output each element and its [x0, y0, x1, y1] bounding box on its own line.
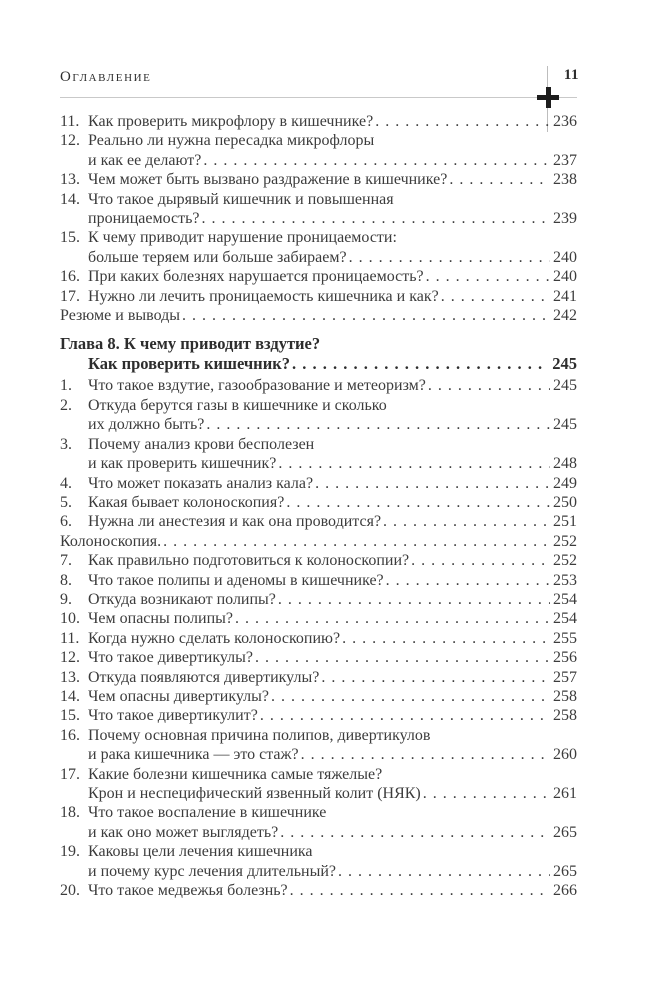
- entry-number: 15.: [60, 229, 80, 247]
- entry-text: При каких болезнях нарушается проницаемость?: [88, 268, 424, 286]
- entry-number: 12.: [60, 132, 80, 150]
- dot-leader: [439, 287, 550, 306]
- entry-number: 10.: [60, 610, 80, 628]
- toc-line: [60, 706, 577, 725]
- entry-page: 254: [553, 590, 577, 608]
- entry-number: 14.: [60, 687, 80, 705]
- entry-text: Почему анализ крови бесполезен: [88, 435, 315, 453]
- dot-leader: [284, 493, 550, 512]
- toc-line: [60, 726, 577, 745]
- dot-leader: [336, 862, 550, 881]
- entry-number: 3.: [60, 435, 72, 453]
- toc-line: [60, 170, 577, 189]
- toc-line: [60, 306, 577, 325]
- entry-text: Чем может быть вызвано раздражение в кишечнике?: [88, 171, 448, 189]
- dot-leader: [201, 151, 550, 170]
- entry-page: 237: [553, 151, 577, 169]
- entry-number: 13.: [60, 668, 80, 686]
- toc-section: [60, 376, 577, 900]
- entry-number: 11.: [60, 629, 80, 647]
- entry-text: К чему приводит нарушение проницаемости:: [88, 229, 397, 247]
- entry-number: 17.: [60, 765, 80, 783]
- dot-leader: [161, 532, 550, 551]
- registration-cross-icon: [546, 87, 551, 108]
- dot-leader: [290, 354, 549, 374]
- entry-page: 245: [552, 354, 577, 374]
- dot-leader: [313, 474, 550, 493]
- toc-line: [60, 745, 577, 764]
- toc-line: [60, 862, 577, 881]
- toc-line: [60, 248, 577, 267]
- toc-line: [60, 493, 577, 512]
- entry-number: 7.: [60, 552, 72, 570]
- entry-text: Какие болезни кишечника самые тяжелые?: [88, 765, 383, 783]
- entry-page: 239: [553, 210, 577, 228]
- toc-line: [60, 590, 577, 609]
- dot-leader: [421, 784, 550, 803]
- entry-text: Чем опасны дивертикулы?: [88, 687, 269, 705]
- entry-page: 241: [553, 287, 577, 305]
- dot-leader: [180, 306, 550, 325]
- dot-leader: [258, 706, 550, 725]
- dot-leader: [233, 609, 550, 628]
- toc-line: [60, 209, 577, 228]
- toc-line: [60, 228, 577, 247]
- entry-number: 6.: [60, 513, 72, 531]
- entry-text: Откуда возникают полипы?: [88, 590, 276, 608]
- toc-line: [60, 396, 577, 415]
- entry-text: Что такое медвежья болезнь?: [88, 882, 288, 900]
- entry-page: 253: [553, 571, 577, 589]
- dot-leader: [319, 668, 550, 687]
- page-number: 11: [563, 67, 579, 83]
- dot-leader: [276, 590, 550, 609]
- entry-number: 5.: [60, 493, 72, 511]
- entry-number: 15.: [60, 707, 80, 725]
- entry-page: 240: [553, 248, 577, 266]
- entry-page: 265: [553, 823, 577, 841]
- toc-line: [60, 609, 577, 628]
- entry-text: Откуда появляются дивертикулы?: [88, 668, 320, 686]
- entry-text: Как проверить кишечник?: [88, 354, 290, 374]
- entry-page: 255: [553, 629, 577, 647]
- toc-line: [60, 881, 577, 900]
- dot-leader: [426, 376, 550, 395]
- entry-number: 2.: [60, 396, 72, 414]
- toc-line: [60, 668, 577, 687]
- entry-page: 256: [553, 649, 577, 667]
- entry-page: 242: [553, 307, 577, 325]
- toc-line: [60, 454, 577, 473]
- entry-text: Как проверить микрофлору в кишечнике?: [88, 113, 374, 130]
- toc-line: [60, 551, 577, 570]
- entry-page: 251: [553, 513, 577, 531]
- entry-text: Что может показать анализ кала?: [88, 474, 314, 492]
- entry-text: Резюме и выводы: [60, 307, 181, 325]
- dot-leader: [409, 551, 550, 570]
- entry-page: 250: [553, 493, 577, 511]
- entry-text: Что такое дырявый кишечник и повышенная: [88, 190, 394, 208]
- entry-text: и как оно может выглядеть?: [88, 823, 279, 841]
- dot-leader: [253, 648, 550, 667]
- entry-text: Каковы цели лечения кишечника: [88, 843, 313, 861]
- toc-line: [60, 287, 577, 306]
- entry-text: Колоноскопия.: [60, 532, 162, 550]
- toc-line: [60, 629, 577, 648]
- toc-line: [60, 435, 577, 454]
- entry-page: 258: [553, 707, 577, 725]
- entry-text: Почему основная причина полипов, дивертикулов: [88, 726, 431, 744]
- toc-line: [60, 571, 577, 590]
- dot-leader: [347, 248, 550, 267]
- entry-page: 252: [553, 532, 577, 550]
- toc-line: [60, 415, 577, 434]
- entry-page: 260: [553, 746, 577, 764]
- dot-leader: [276, 454, 550, 473]
- entry-page: 252: [553, 552, 577, 570]
- toc-line: [60, 151, 577, 170]
- entry-page: 248: [553, 455, 577, 473]
- entry-text: их должно быть?: [88, 416, 205, 434]
- dot-leader: [204, 415, 550, 434]
- toc-line: [60, 131, 577, 150]
- entry-page: 240: [553, 268, 577, 286]
- dot-leader: [269, 687, 550, 706]
- entry-page: 238: [553, 171, 577, 189]
- dot-leader: [199, 209, 550, 228]
- toc-line: [60, 112, 577, 131]
- entry-text: и как проверить кишечник?: [88, 455, 277, 473]
- entry-number: 12.: [60, 649, 80, 667]
- entry-page: 254: [553, 610, 577, 628]
- entry-text: Как правильно подготовиться к колоноскопии?: [88, 552, 410, 570]
- entry-text: Реально ли нужна пересадка микрофлоры: [88, 132, 375, 150]
- toc-line: [60, 765, 577, 784]
- dot-leader: [384, 571, 550, 590]
- entry-text: Что такое полипы и аденомы в кишечнике?: [88, 571, 384, 589]
- dot-leader: [340, 629, 550, 648]
- running-title: Оглавление: [60, 69, 152, 85]
- toc-line: [60, 376, 577, 395]
- toc-line: [60, 474, 577, 493]
- toc-line: [60, 784, 577, 803]
- dot-leader: [299, 745, 550, 764]
- entry-text: Какая бывает колоноскопия?: [88, 493, 285, 511]
- entry-text: Нужна ли анестезия и как она проводится?: [88, 513, 382, 531]
- entry-text: Глава 8. К чему приводит вздутие?: [60, 334, 321, 354]
- entry-number: 8.: [60, 571, 72, 589]
- entry-text: проницаемость?: [88, 210, 200, 228]
- entry-text: и рака кишечника — это стаж?: [88, 746, 299, 764]
- entry-text: и как ее делают?: [88, 151, 202, 169]
- entry-page: 266: [553, 882, 577, 900]
- entry-number: 13.: [60, 171, 80, 189]
- entry-number: 11.: [60, 113, 80, 130]
- entry-number: 16.: [60, 726, 80, 744]
- entry-number: 14.: [60, 190, 80, 208]
- entry-page: 249: [553, 474, 577, 492]
- dot-leader: [288, 881, 550, 900]
- entry-text: Чем опасны полипы?: [88, 610, 234, 628]
- toc-line: [60, 532, 577, 551]
- header-rule: [60, 97, 577, 98]
- toc-line: [60, 842, 577, 861]
- entry-number: 1.: [60, 377, 72, 395]
- entry-text: Что такое дивертикулы?: [88, 649, 254, 667]
- entry-number: 18.: [60, 804, 80, 822]
- entry-number: 20.: [60, 882, 80, 900]
- chapter-heading: [60, 334, 577, 374]
- toc-line: [60, 803, 577, 822]
- toc-line: [60, 267, 577, 286]
- entry-number: 19.: [60, 843, 80, 861]
- toc-section: [60, 112, 577, 325]
- entry-page: 265: [553, 862, 577, 880]
- entry-page: 245: [553, 377, 577, 395]
- entry-number: 16.: [60, 268, 80, 286]
- entry-number: 17.: [60, 287, 80, 305]
- toc-line: [60, 512, 577, 531]
- dot-leader: [424, 267, 550, 286]
- entry-text: Что такое вздутие, газообразование и метеоризм?: [88, 377, 426, 395]
- toc-line: [60, 190, 577, 209]
- toc-body: [60, 112, 577, 900]
- entry-page: 261: [553, 785, 577, 802]
- entry-page: 258: [553, 687, 577, 705]
- toc-line: [60, 354, 577, 374]
- toc-line: [60, 648, 577, 667]
- toc-line: [60, 823, 577, 842]
- toc-line: [60, 334, 577, 354]
- entry-text: Откуда берутся газы в кишечнике и сколько: [88, 396, 387, 414]
- entry-text: и почему курс лечения длительный?: [88, 862, 336, 880]
- entry-text: Что такое дивертикулит?: [88, 707, 258, 725]
- dot-leader: [373, 112, 550, 131]
- entry-page: 236: [553, 113, 577, 130]
- entry-page: 245: [553, 416, 577, 434]
- entry-text: Нужно ли лечить проницаемость кишечника и как?: [88, 287, 439, 305]
- entry-number: 9.: [60, 590, 72, 608]
- dot-leader: [278, 823, 550, 842]
- entry-number: 4.: [60, 474, 72, 492]
- toc-line: [60, 687, 577, 706]
- entry-text: Что такое воспаление в кишечнике: [88, 804, 327, 822]
- dot-leader: [381, 512, 550, 531]
- entry-text: больше теряем или больше забираем?: [88, 248, 347, 266]
- entry-text: Крон и неспецифический язвенный колит (НЯК): [88, 785, 421, 802]
- entry-page: 257: [553, 668, 577, 686]
- entry-text: Когда нужно сделать колоноскопию?: [88, 629, 341, 647]
- dot-leader: [447, 170, 550, 189]
